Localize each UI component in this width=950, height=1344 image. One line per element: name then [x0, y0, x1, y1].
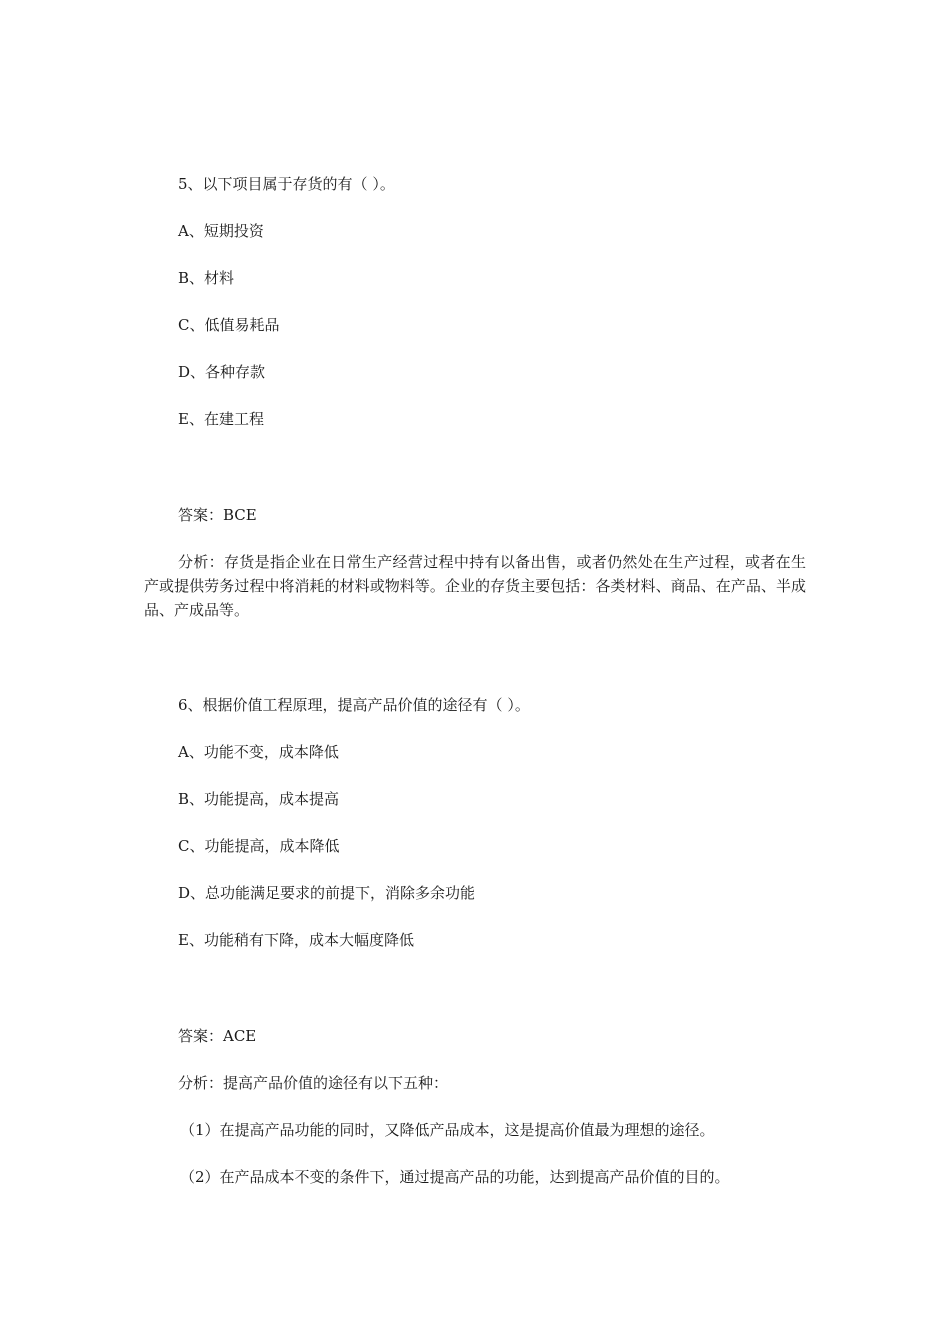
question-6-option-a: A、功能不变，成本降低: [178, 743, 339, 761]
question-5-stem: 5、以下项目属于存货的有（ ）。: [178, 175, 395, 193]
question-5-option-a: A、短期投资: [178, 222, 264, 240]
question-6-answer: 答案：ACE: [178, 1027, 257, 1045]
question-5-option-e: E、在建工程: [178, 410, 264, 428]
question-5-option-c: C、低值易耗品: [178, 316, 280, 334]
question-6-option-e: E、功能稍有下降，成本大幅度降低: [178, 931, 414, 949]
question-5-option-d: D、各种存款: [178, 363, 266, 381]
question-6-option-c: C、功能提高，成本降低: [178, 837, 340, 855]
question-5-option-b: B、材料: [178, 269, 235, 287]
question-6-stem: 6、根据价值工程原理，提高产品价值的途径有（ ）。: [178, 696, 530, 714]
question-6-analysis-item-2: （2）在产品成本不变的条件下，通过提高产品的功能，达到提高产品价值的目的。: [180, 1168, 730, 1186]
question-6-option-b: B、功能提高，成本提高: [178, 790, 340, 808]
question-6-option-d: D、总功能满足要求的前提下，消除多余功能: [178, 884, 476, 902]
question-5-answer: 答案：BCE: [178, 506, 257, 524]
question-5-analysis: 分析：存货是指企业在日常生产经营过程中持有以备出售，或者仍然处在生产过程，或者在生产或提供劳务过程中将消耗的材料或物料等。企业的存货主要包括：各类材料、商品、在产品、半成品、产成品等。: [144, 553, 806, 619]
question-6-analysis-item-1: （1）在提高产品功能的同时，又降低产品成本，这是提高价值最为理想的途径。: [180, 1121, 715, 1139]
question-6-analysis-intro: 分析：提高产品价值的途径有以下五种：: [178, 1074, 449, 1092]
